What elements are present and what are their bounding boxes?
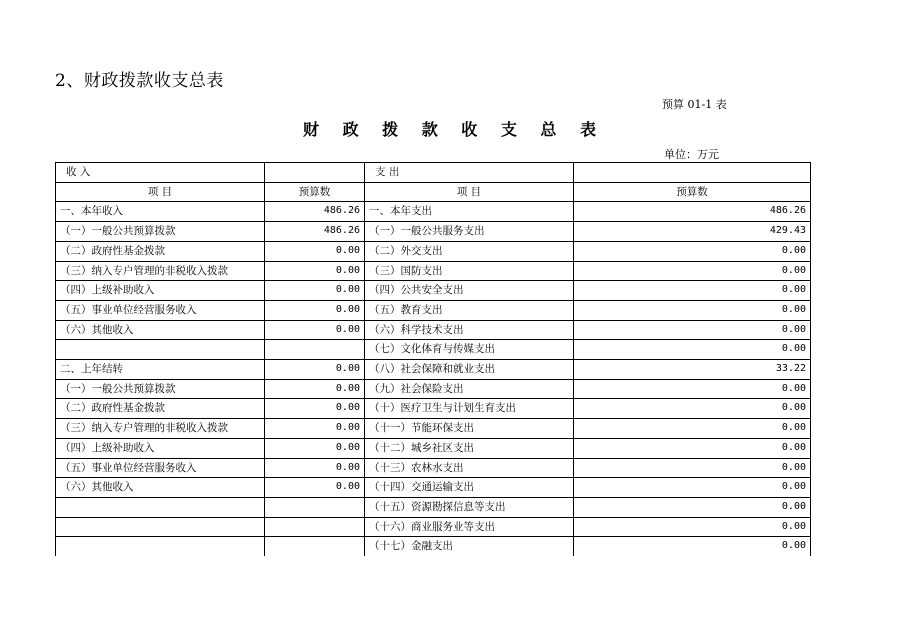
- income-value-cell: 0.00: [265, 438, 365, 458]
- expense-header: 支 出: [365, 163, 574, 183]
- income-item-cell: （六）其他收入: [56, 320, 265, 340]
- table-row: [56, 222, 811, 242]
- section-title: 2、财政拨款收支总表: [55, 71, 224, 91]
- income-item-header: 项 目: [56, 182, 265, 202]
- expense-item-cell: （十四）交通运输支出: [365, 478, 574, 498]
- income-item-cell: [56, 497, 265, 517]
- expense-value-cell: 0.00: [574, 497, 811, 517]
- expense-value-cell: 33.22: [574, 360, 811, 380]
- unit-label: 单位：万元: [664, 148, 719, 161]
- expense-value-cell: 0.00: [574, 300, 811, 320]
- income-item-cell: （三）纳入专户管理的非税收入拨款: [56, 419, 265, 439]
- expense-item-cell: （十一）节能环保支出: [365, 419, 574, 439]
- header-row-group: [56, 163, 811, 183]
- expense-item-cell: （五）教育支出: [365, 300, 574, 320]
- table-row: [56, 379, 811, 399]
- expense-item-cell: 一、本年支出: [365, 202, 574, 222]
- expense-item-cell: （十三）农林水支出: [365, 458, 574, 478]
- income-item-cell: [56, 340, 265, 360]
- income-header: 收 入: [56, 163, 265, 183]
- expense-value-cell: 0.00: [574, 419, 811, 439]
- income-value-cell: 0.00: [265, 379, 365, 399]
- income-item-cell: （四）上级补助收入: [56, 438, 265, 458]
- income-value-cell: 0.00: [265, 241, 365, 261]
- expense-value-cell: 0.00: [574, 537, 811, 556]
- table-row: [56, 320, 811, 340]
- expense-item-cell: （六）科学技术支出: [365, 320, 574, 340]
- income-item-cell: 二、上年结转: [56, 360, 265, 380]
- income-budget-header: 预算数: [265, 182, 365, 202]
- table-row: [56, 281, 811, 301]
- expense-value-cell: 0.00: [574, 438, 811, 458]
- expense-item-cell: （一）一般公共服务支出: [365, 222, 574, 242]
- income-value-cell: [265, 497, 365, 517]
- table-row: [56, 399, 811, 419]
- income-value-cell: 486.26: [265, 222, 365, 242]
- expense-value-cell: 486.26: [574, 202, 811, 222]
- income-item-cell: （五）事业单位经营服务收入: [56, 300, 265, 320]
- income-item-cell: 一、本年收入: [56, 202, 265, 222]
- income-value-cell: 486.26: [265, 202, 365, 222]
- expense-value-cell: 0.00: [574, 478, 811, 498]
- expense-value-cell: 429.43: [574, 222, 811, 242]
- table-row: [56, 261, 811, 281]
- expense-item-cell: （七）文化体育与传媒支出: [365, 340, 574, 360]
- page-title: 财 政 拨 款 收 支 总 表: [303, 120, 605, 139]
- table-row: [56, 517, 811, 537]
- expense-item-cell: （十五）资源勘探信息等支出: [365, 497, 574, 517]
- expense-item-cell: （十）医疗卫生与计划生育支出: [365, 399, 574, 419]
- expense-budget-header: 预算数: [574, 182, 811, 202]
- income-value-cell: 0.00: [265, 419, 365, 439]
- expense-header-blank: [574, 163, 811, 183]
- table-row: [56, 478, 811, 498]
- table-row: [56, 202, 811, 222]
- table-row: [56, 458, 811, 478]
- expense-value-cell: 0.00: [574, 379, 811, 399]
- table-row: [56, 537, 811, 556]
- income-value-cell: [265, 517, 365, 537]
- expense-item-cell: （十七）金融支出: [365, 537, 574, 556]
- header-row-columns: [56, 182, 811, 202]
- income-header-blank: [265, 163, 365, 183]
- income-value-cell: 0.00: [265, 300, 365, 320]
- income-value-cell: 0.00: [265, 281, 365, 301]
- expense-value-cell: 0.00: [574, 399, 811, 419]
- income-value-cell: 0.00: [265, 261, 365, 281]
- expense-value-cell: 0.00: [574, 320, 811, 340]
- income-item-cell: [56, 517, 265, 537]
- income-item-cell: （四）上级补助收入: [56, 281, 265, 301]
- table-row: [56, 360, 811, 380]
- income-item-cell: （二）政府性基金拨款: [56, 241, 265, 261]
- expense-value-cell: 0.00: [574, 517, 811, 537]
- income-item-cell: （一）一般公共预算拨款: [56, 379, 265, 399]
- income-value-cell: 0.00: [265, 458, 365, 478]
- income-item-cell: （一）一般公共预算拨款: [56, 222, 265, 242]
- table-row: [56, 497, 811, 517]
- expense-item-cell: （三）国防支出: [365, 261, 574, 281]
- income-value-cell: [265, 537, 365, 556]
- income-item-cell: （六）其他收入: [56, 478, 265, 498]
- expense-value-cell: 0.00: [574, 458, 811, 478]
- budget-table-body: [56, 163, 811, 557]
- expense-value-cell: 0.00: [574, 281, 811, 301]
- income-value-cell: [265, 340, 365, 360]
- table-row: [56, 300, 811, 320]
- income-value-cell: 0.00: [265, 360, 365, 380]
- income-item-cell: （三）纳入专户管理的非税收入拨款: [56, 261, 265, 281]
- table-row: [56, 340, 811, 360]
- income-item-cell: [56, 537, 265, 556]
- expense-item-cell: （二）外交支出: [365, 241, 574, 261]
- expense-item-cell: （十六）商业服务业等支出: [365, 517, 574, 537]
- expense-item-header: 项 目: [365, 182, 574, 202]
- income-value-cell: 0.00: [265, 478, 365, 498]
- table-row: [56, 241, 811, 261]
- expense-value-cell: 0.00: [574, 261, 811, 281]
- income-item-cell: （五）事业单位经营服务收入: [56, 458, 265, 478]
- expense-item-cell: （十二）城乡社区支出: [365, 438, 574, 458]
- income-item-cell: （二）政府性基金拨款: [56, 399, 265, 419]
- expense-item-cell: （九）社会保险支出: [365, 379, 574, 399]
- income-value-cell: 0.00: [265, 320, 365, 340]
- expense-item-cell: （八）社会保障和就业支出: [365, 360, 574, 380]
- table-row: [56, 438, 811, 458]
- expense-value-cell: 0.00: [574, 340, 811, 360]
- budget-table: [55, 162, 811, 556]
- income-value-cell: 0.00: [265, 399, 365, 419]
- expense-item-cell: （四）公共安全支出: [365, 281, 574, 301]
- expense-value-cell: 0.00: [574, 241, 811, 261]
- budget-code: 预算 01-1 表: [662, 98, 727, 111]
- table-row: [56, 419, 811, 439]
